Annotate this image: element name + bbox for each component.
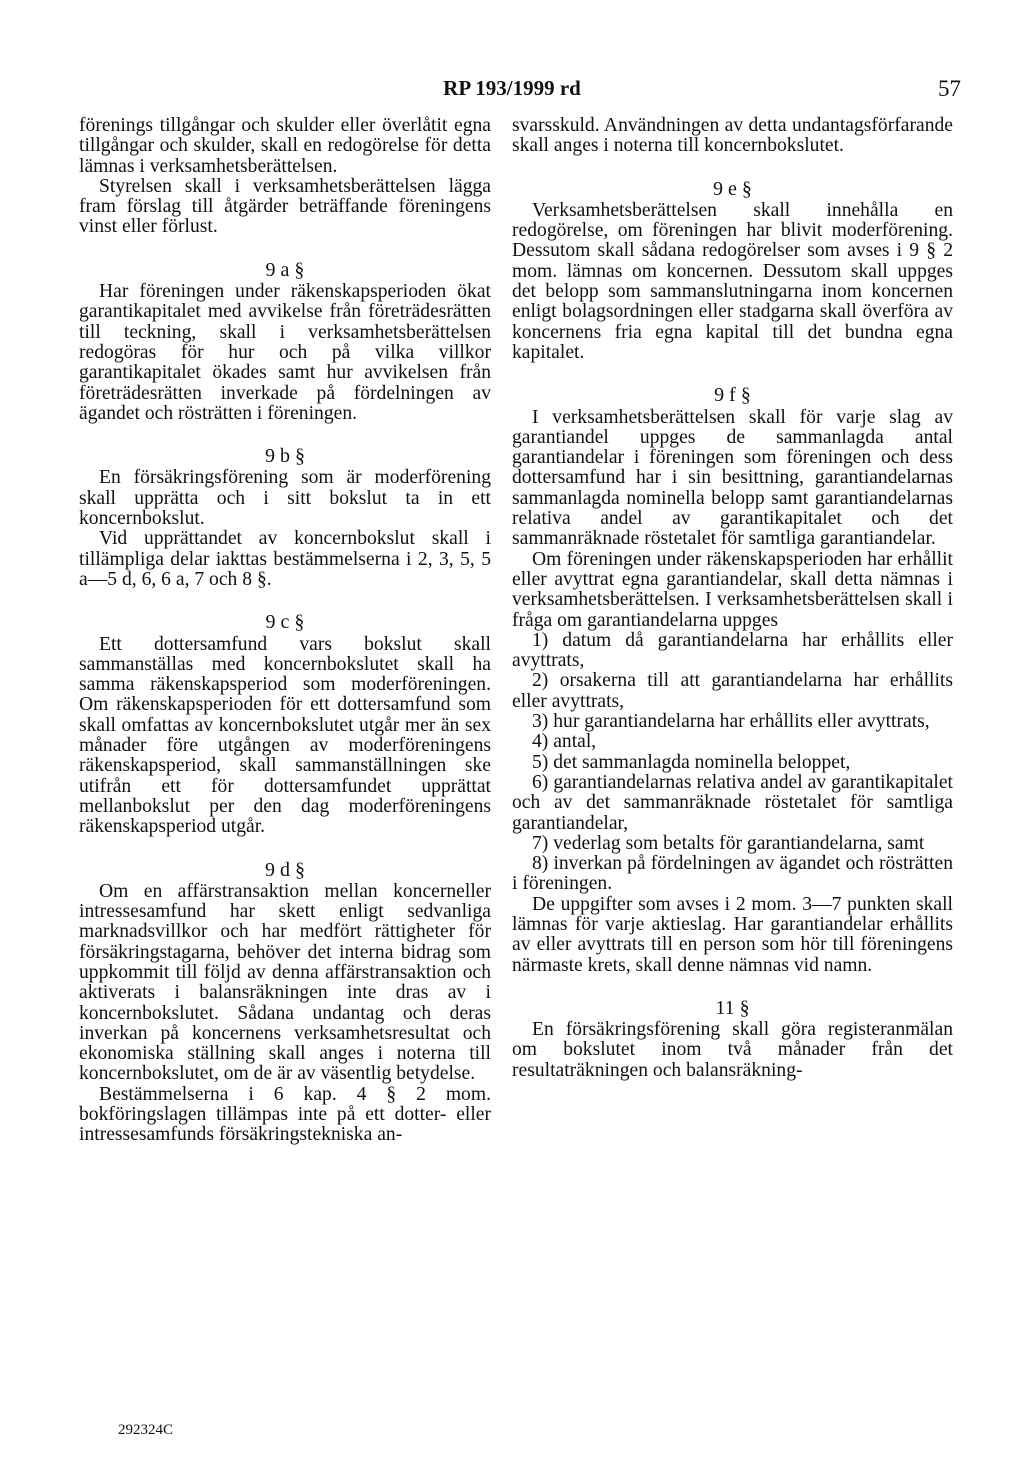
paragraph: De uppgifter som avses i 2 mom. 3—7 punkten skall lämnas för varje aktieslag. Har garantiandelar erhållits av eller avyttrats till en person som hör till föreningens närmaste krets, skall denne nämnas vid namn. bbox=[512, 893, 953, 976]
list-item: 6) garantiandelarnas relativa andel av garantikapitalet och av det sammanräknade röstetalet för samtliga garantiandelar, bbox=[512, 771, 953, 834]
paragraph: Om föreningen under räkenskapsperioden har erhållit eller avyttrat egna garantiandelar, skall detta nämnas i verksamhetsberättelsen. I verksamhetsberättelsen skall i fråga om garantiandelarna uppges bbox=[512, 548, 953, 631]
section-heading-9b: 9 b § bbox=[265, 445, 305, 468]
section-heading-9a: 9 a § bbox=[265, 258, 305, 281]
paragraph: förenings tillgångar och skulder eller överlåtit egna tillgångar och skulder, skall en redogörelse för detta lämnas i verksamhetsberättelsen. bbox=[79, 115, 491, 177]
right-column bbox=[512, 116, 953, 1081]
section-heading-11: 11 § bbox=[715, 996, 750, 1019]
print-code: 292324C bbox=[118, 1422, 174, 1438]
paragraph: En försäkringsförening som är moderförening skall upprätta och i sitt bokslut ta in ett koncernbokslut. bbox=[79, 467, 491, 530]
section-heading-9e: 9 e § bbox=[713, 177, 752, 200]
list-item: 8) inverkan på fördelningen av ägandet och rösträtten i föreningen. bbox=[512, 853, 953, 895]
paragraph: Har föreningen under räkenskapsperioden ökat garantikapitalet med avvikelse från företrädesrätten till teckning, skall i verksamhetsberättelsen redogöras för hur och på vilka villkor garantikapitalet ökades samt hur avvikelsen från företrädesrätten inverkade på fördelningen av ägandet och rösträtten i föreningen. bbox=[79, 281, 491, 424]
section-heading-9c: 9 c § bbox=[265, 611, 305, 634]
section-heading-9d: 9 d § bbox=[265, 858, 305, 881]
page-header bbox=[0, 72, 1024, 106]
paragraph: En försäkringsförening skall göra registeranmälan om bokslutet inom två månader från det resultaträkningen och balansräkning- bbox=[512, 1019, 953, 1081]
paragraph: Vid upprättandet av koncernbokslut skall i tillämpliga delar iakttas bestämmelserna i 2, 3, 5, 5 a—5 d, 6, 6 a, 7 och 8 §. bbox=[79, 528, 491, 590]
section-heading-9f: 9 f § bbox=[714, 384, 751, 407]
document-reference: RP 193/1999 rd bbox=[443, 76, 581, 100]
paragraph: I verksamhetsberättelsen skall för varje slag av garantiandel uppges de sammanlagda antal garantiandelar i föreningen som föreningen och dess dottersamfund har i sin besittning, garantiandelarnas sammanlagda nominella belopp samt garantiandelarnas relativa andel av garantikapitalet och det sammanräknade röstetalet för samtliga garantiandelar. bbox=[512, 406, 953, 550]
page-number: 57 bbox=[938, 76, 961, 101]
paragraph: Bestämmelserna i 6 kap. 4 § 2 mom. bokföringslagen tillämpas inte på ett dotter- eller intressesamfunds försäkringstekniska an- bbox=[79, 1083, 491, 1146]
paragraph: Ett dottersamfund vars bokslut skall sammanställas med koncernbokslutet skall ha samma räkenskapsperiod som moderföreningen. Om räkenskapsperioden för ett dottersamfund som skall omfattas av koncernbokslutet utgår mer än sex månader före utgången av moderföreningens räkenskapsperiod, skall sammanställningen ske utifrån ett för dottersamfundet upprättat mellanbokslut per den dag moderföreningens räkenskapsperiod utgår. bbox=[79, 633, 491, 838]
list-item: 1) datum då garantiandelarna har erhållits eller avyttrats, bbox=[512, 629, 953, 672]
list-item: 2) orsakerna till att garantiandelarna har erhållits eller avyttrats, bbox=[512, 670, 953, 712]
list-item: 4) antal, bbox=[532, 731, 597, 753]
paragraph: Styrelsen skall i verksamhetsberättelsen lägga fram förslag till åtgärder beträffande föreningens vinst eller förlust. bbox=[79, 175, 491, 238]
paragraph: svarsskuld. Användningen av detta undantagsförfarande skall anges i noterna till koncernbokslutet. bbox=[512, 115, 953, 157]
paragraph: Verksamhetsberättelsen skall innehålla en redogörelse, om föreningen har blivit moderförening. Dessutom skall sådana redogörelser som avses i 9 § 2 mom. lämnas om koncernen. Dessutom skall uppges det belopp som sammanslutningarna inom koncernen enligt bolagsordningen eller stadgarna skall överföra av koncernens fria egna kapital till det bundna egna kapitalet. bbox=[512, 199, 953, 363]
list-item: 3) hur garantiandelarna har erhållits eller avyttrats, bbox=[532, 711, 930, 733]
paragraph: Om en affärstransaktion mellan koncerneller intressesamfund har skett enligt sedvanliga marknadsvillkor och har medfört rättigheter för försäkringstagarna, behöver det interna bidrag som uppkommit till följd av denna affärstransaktion och aktiverats i balansräkningen inte dras av i koncernbokslutet. Sådana undantag och deras inverkan på koncernens verksamhetsresultat och ekonomiska ställning skall anges i noterna till koncernbokslutet, om de är av väsentlig betydelse. bbox=[79, 880, 491, 1085]
list-item: 7) vederlag som betalts för garantiandelarna, samt bbox=[532, 832, 925, 854]
list-item: 5) det sammanlagda nominella beloppet, bbox=[532, 751, 851, 773]
left-column bbox=[79, 116, 491, 1146]
